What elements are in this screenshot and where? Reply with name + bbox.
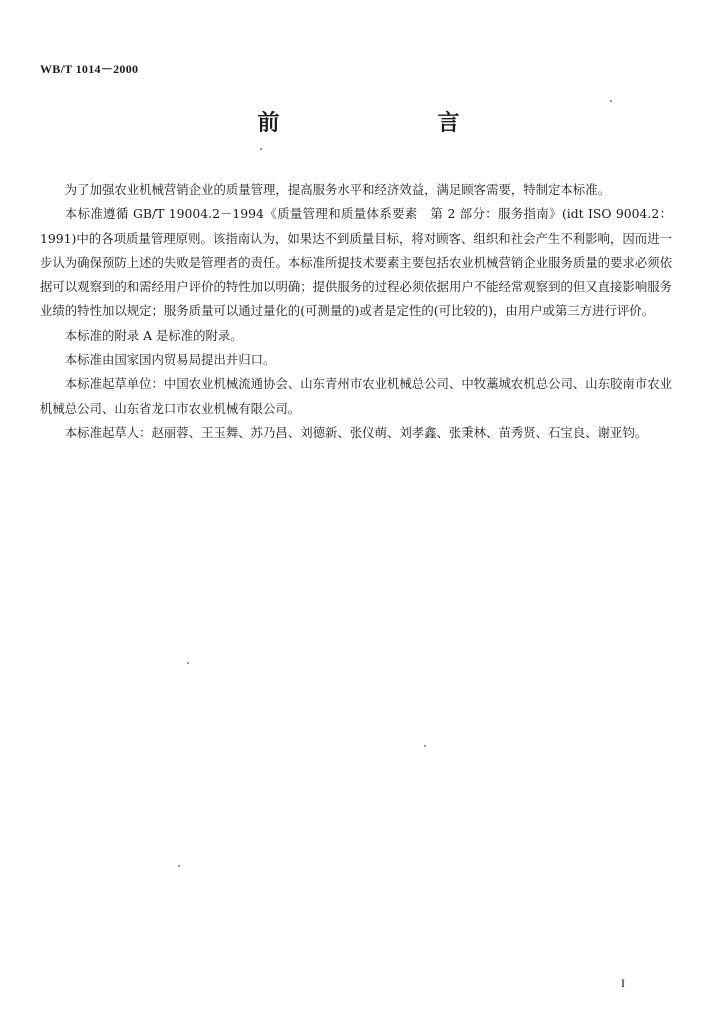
paragraph-purpose: 为了加强农业机械营销企业的质量管理，提高服务水平和经济效益，满足顾客需要，特制定本标准。: [64, 182, 610, 197]
scan-speck: [424, 745, 426, 747]
paragraph-drafting-units: 本标准起草单位：中国农业机械流通协会、山东青州市农业机械总公司、中牧藁城农机总公司、山东胶南市农业机械总公司、山东省龙口市农业机械有限公司。: [40, 376, 672, 416]
foreword-body: [40, 178, 672, 445]
page-number: I: [621, 976, 625, 990]
scan-speck: [187, 662, 189, 664]
standard-code: WB/T 1014－2000: [40, 62, 139, 76]
paragraph-appendix: 本标准的附录 A 是标准的附录。: [64, 327, 243, 343]
scan-speck: [178, 865, 180, 867]
paragraph-drafters: 本标准起草人：赵丽蓉、王玉舞、苏乃昌、刘德新、张仪萌、刘孝鑫、张秉林、苗秀贤、石宝良、谢亚钧。: [64, 424, 648, 440]
page-title: 前 言: [257, 110, 528, 136]
paragraph-proposer: 本标准由国家国内贸易局提出并归口。: [64, 352, 276, 368]
scan-speck: [610, 100, 612, 102]
scan-speck: [260, 148, 262, 150]
paragraph-basis: 本标准遵循 GB/T 19004.2－1994《质量管理和质量体系要素 第 2 部分：服务指南》(idt ISO 9004.2：1991)中的各项质量管理原则。该指南认为，如果达不到质量目标，将对顾客、组织和社会产生不利影响，因而进一步认为确保预防上述的失败是管理者的责任。本标准所提技术要素主要包括农业机械营销企业服务质量的要求必须依据可以观察到的和需经用户评价的特性加以明确；提供服务的过程必须依据用户不能经常观察到的但又直接影响服务业绩的特性加以规定；服务质量可以通过量化的(可测量的)或者是定性的(可比较的)，由用户或第三方进行评价。: [40, 206, 672, 319]
